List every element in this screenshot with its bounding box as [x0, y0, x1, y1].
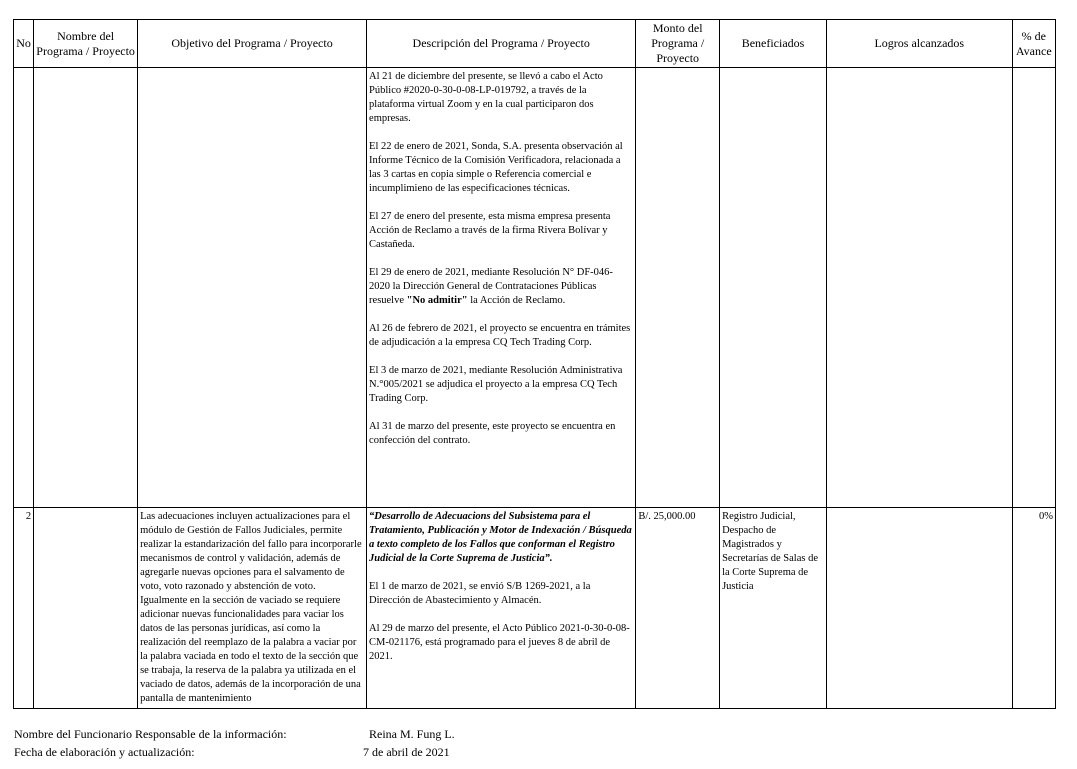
cell-no: 2	[14, 508, 34, 709]
header-avance: % de Avance	[1012, 20, 1055, 68]
desc-paragraph: Al 31 de marzo del presente, este proyecto se encuentra en confección del contrato.	[369, 421, 616, 446]
desc-paragraph: El 1 de marzo de 2021, se envió S/B 1269-2021, a la Dirección de Abastecimiento y Almacén.	[369, 581, 591, 606]
desc-paragraph	[369, 266, 633, 308]
cell-beneficiados	[720, 68, 827, 508]
desc-paragraph: El 27 de enero del presente, esta misma empresa presenta Acción de Reclamo a través de la firma Rivera Bolívar y Castañeda.	[369, 211, 611, 250]
desc-emphasis: "No admitir"	[406, 295, 468, 306]
fecha-label: Fecha de elaboración y actualización:	[14, 745, 195, 759]
report-table	[13, 19, 1056, 709]
cell-descripcion	[367, 68, 636, 508]
cell-nombre	[34, 508, 138, 709]
header-no: No	[14, 20, 34, 68]
fecha-value: 7 de abril de 2021	[363, 745, 450, 759]
cell-nombre	[34, 68, 138, 508]
responsable-value: Reina M. Fung L.	[369, 727, 455, 741]
desc-text: la Acción de Reclamo.	[467, 295, 566, 306]
table-row	[14, 68, 1056, 508]
desc-title: “Desarrollo de Adecuacions del Subsistema para el Tratamiento, Publicación y Motor de Indexación / Búsqueda a texto completo de los Fallos que conforman el Registro Judicial de la Corte Suprema de Justicia”.	[369, 511, 632, 564]
cell-monto	[636, 68, 720, 508]
cell-objetivo: Las adecuaciones incluyen actualizaciones para el módulo de Gestión de Fallos Judiciales, permite realizar la estandarización del fallo para incorporarle mecanismos de control y validación, además de agregarle nuevas opciones para el salvamento de voto, voto razonado y abstención de voto. Igualmente en la sección de vaciado se requiere adicionar nuevas funcionalidades para vaciar los datos de las personas jurídicas, así como la realización del reemplazo de la palabra a vaciar por la palabra vaciada en todo el texto de la sección que se trabaja, la reserva de la palabra ya utilizada en el vaciado de datos, además de la incorporación de una pantalla de mantenimiento	[138, 508, 367, 709]
desc-paragraph: El 3 de marzo de 2021, mediante Resolución Administrativa N.°005/2021 se adjudica el proyecto a la empresa CQ Tech Trading Corp.	[369, 365, 623, 404]
desc-paragraph: Al 21 de diciembre del presente, se llevó a cabo el Acto Público #2020-0-30-0-08-LP-019792, a través de la plataforma virtual Zoom y en la cual participaron dos empresas.	[369, 71, 603, 124]
cell-no	[14, 68, 34, 508]
header-monto: Monto del Programa / Proyecto	[636, 20, 720, 68]
header-descripcion: Descripción del Programa / Proyecto	[367, 20, 636, 68]
footer-fecha	[14, 745, 450, 760]
header-row	[14, 20, 1056, 68]
cell-avance: 0%	[1012, 508, 1055, 709]
desc-paragraph: Al 26 de febrero de 2021, el proyecto se encuentra en trámites de adjudicación a la empresa CQ Tech Trading Corp.	[369, 323, 631, 348]
responsable-label: Nombre del Funcionario Responsable de la información:	[14, 727, 287, 741]
cell-logros	[826, 68, 1012, 508]
table-row	[14, 508, 1056, 709]
cell-logros	[826, 508, 1012, 709]
cell-descripcion	[367, 508, 636, 709]
header-objetivo: Objetivo del Programa / Proyecto	[138, 20, 367, 68]
header-nombre: Nombre del Programa / Proyecto	[34, 20, 138, 68]
desc-text: El 29 de enero de 2021, mediante Resolución N° DF-046-2020 la Dirección General de Contrataciones Públicas resuelve	[369, 267, 613, 306]
cell-avance	[1012, 68, 1055, 508]
desc-paragraph: El 22 de enero de 2021, Sonda, S.A. presenta observación al Informe Técnico de la Comisión Verificadora, relacionada a las 3 cartas en copia simple o Referencia comercial e incumplimieno de las especificaciones técnicas.	[369, 141, 623, 194]
cell-objetivo	[138, 68, 367, 508]
header-logros: Logros alcanzados	[826, 20, 1012, 68]
header-beneficiados: Beneficiados	[720, 20, 827, 68]
footer-responsable	[14, 727, 455, 742]
desc-paragraph: Al 29 de marzo del presente, el Acto Público 2021-0-30-0-08-CM-021176, está programado para el jueves 8 de abril de 2021.	[369, 623, 630, 662]
cell-beneficiados: Registro Judicial, Despacho de Magistrados y Secretarías de Salas de la Corte Suprema de Justicia	[720, 508, 827, 709]
cell-monto: B/. 25,000.00	[636, 508, 720, 709]
